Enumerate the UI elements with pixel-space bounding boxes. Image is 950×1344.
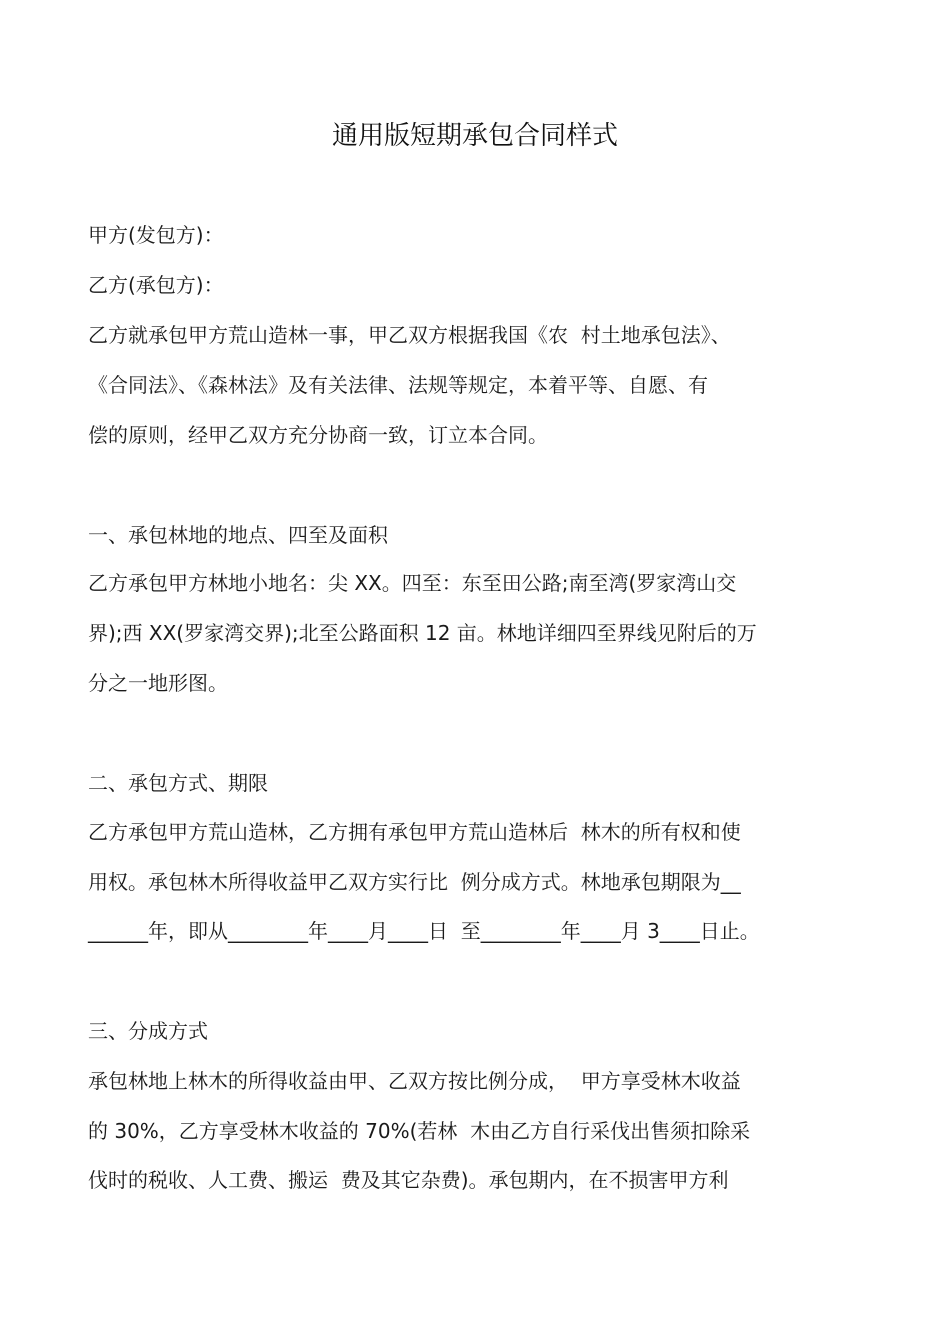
- section-3-text: 的 30%，乙方享受林木收益的 70%(若林 木由乙方自行采伐出售须扣除采: [88, 1119, 751, 1143]
- section-2-text: ______年，即从________年____月____日 至________年____月 3____日止。: [88, 919, 760, 943]
- section-3-text: 伐时的税收、人工费、搬运 费及其它杂费)。承包期内，在不损害甲方利: [88, 1168, 729, 1192]
- section-heading-2: 二、承包方式、期限: [88, 771, 268, 795]
- preamble-line: 乙方就承包甲方荒山造林一事，甲乙双方根据我国《农 村土地承包法》、: [88, 323, 731, 347]
- section-2-text: 乙方承包甲方荒山造林，乙方拥有承包甲方荒山造林后 林木的所有权和使: [88, 820, 741, 844]
- section-1-text: 乙方承包甲方林地小地名：尖 XX。四至：东至田公路;南至湾(罗家湾山交: [88, 571, 737, 595]
- section-1-text: 分之一地形图。: [88, 671, 228, 695]
- party-b-line: 乙方(承包方)：: [88, 273, 224, 297]
- section-heading-3: 三、分成方式: [88, 1019, 208, 1043]
- preamble-line: 偿的原则，经甲乙双方充分协商一致，订立本合同。: [88, 423, 548, 447]
- preamble-line: 《合同法》、《森林法》及有关法律、法规等规定，本着平等、自愿、有: [88, 373, 708, 397]
- party-a-line: 甲方(发包方)：: [88, 223, 224, 247]
- document-title: 通用版短期承包合同样式: [331, 121, 618, 151]
- section-3-text: 承包林地上林木的所得收益由甲、乙双方按比例分成， 甲方享受林木收益: [88, 1069, 741, 1093]
- section-heading-1: 一、承包林地的地点、四至及面积: [88, 523, 388, 547]
- section-2-text: 用权。承包林木所得收益甲乙双方实行比 例分成方式。林地承包期限为__: [88, 870, 741, 894]
- section-1-text: 界);西 XX(罗家湾交界);北至公路面积 12 亩。林地详细四至界线见附后的万: [88, 621, 757, 645]
